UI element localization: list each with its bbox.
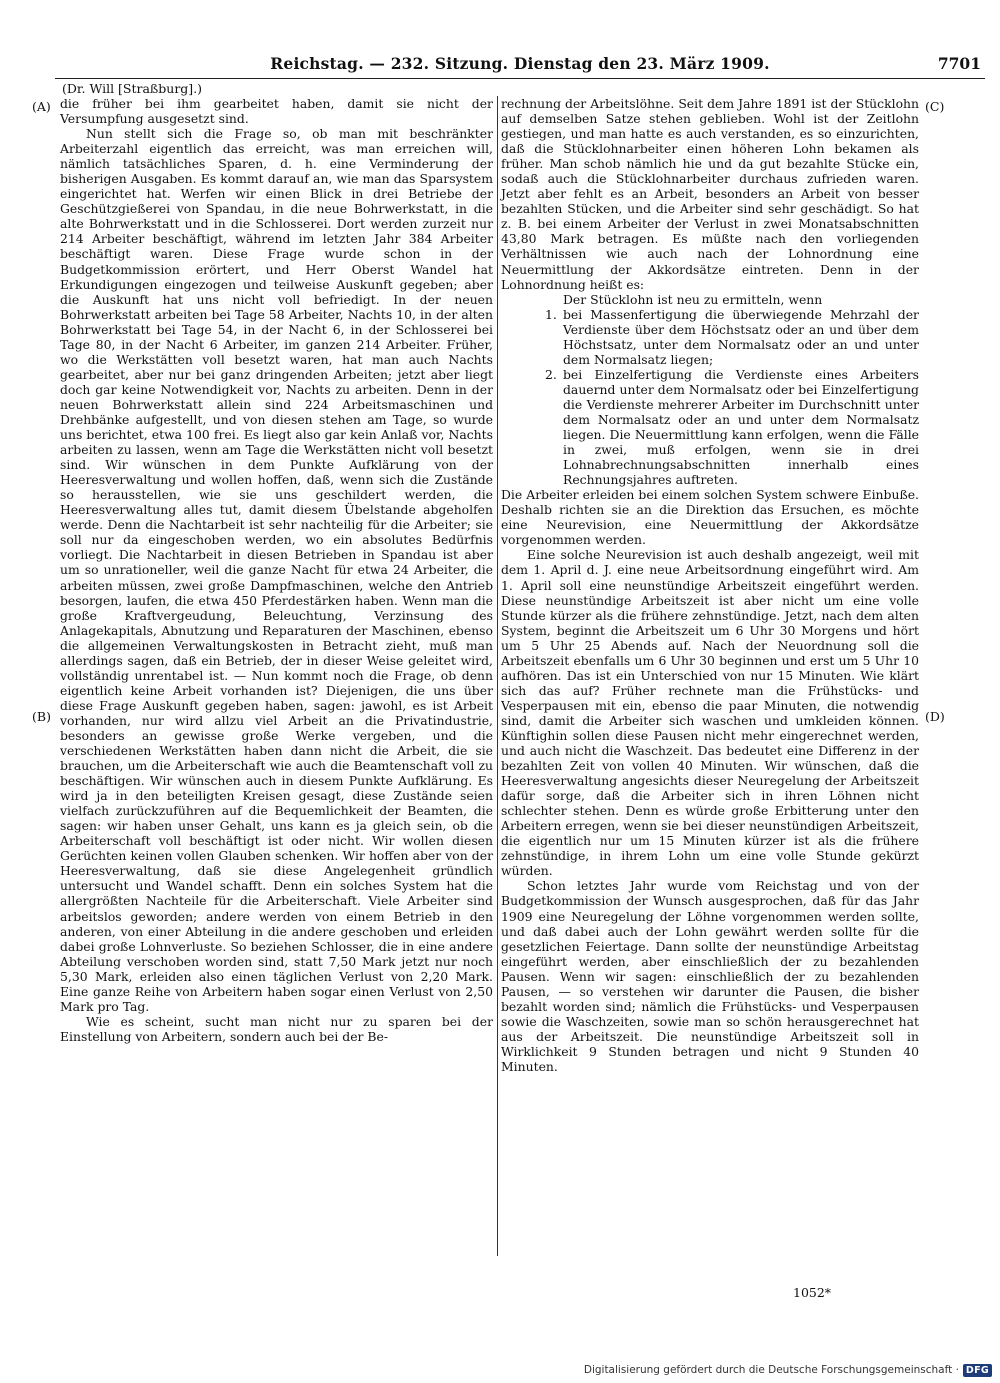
right-paragraph-3: Eine solche Neurevision ist auch deshalb angezeigt, weil mit dem 1. April d. J. eine neue Arbeitsordnung eingeführt wird. Am 1. April soll eine neunstündige Arbeitszeit eingeführt werden. Diese neunstündige Arbeitszeit ist aber nicht um eine volle Stunde kürzer als die frühere zehnstündige. Jetzt, nach dem alten System, beginnt die Arbeitszeit um 6 Uhr 30 Morgens und hört um 5 Uhr 25 Abends auf. Nach der Neuordnung soll die Arbeitszeit ebenfalls um 6 Uhr 30 beginnen und erst um 5 Uhr 10 aufhören. Das ist ein Unterschied von nur 15 Minuten. Wie klärt sich das auf? Früher rechnete man die Frühstücks- und Vesperpausen mit ein, ebenso die paar Minuten, die notwendig sind, damit die Arbeiter sich waschen und umkleiden können. Künftighin sollen diese Pausen nicht mehr eingerechnet werden, und auch nicht die Waschzeit. Das bedeutet eine Differenz in der bezahlten Zeit von vollen 40 Minuten. Wir wünschen, daß die Heeresverwaltung angesichts dieser Neuregelung der Arbeitszeit dafür sorge, daß die Arbeiter sich in ihren Löhnen nicht schlechter stehen. Denn es würde große Erbitterung unter den Arbeitern erregen, wenn sie bei dieser neunstündigen Arbeitszeit, die eigentlich nur um 15 Minuten kürzer ist als die frühere zehnstündige, in ihrem Lohn um eine volle Stunde gekürzt würden.: [501, 547, 919, 879]
right-paragraph-4: Schon letztes Jahr wurde vom Reichstag und von der Budgetkommission der Wunsch ausgesprochen, daß für das Jahr 1909 eine Neuregelung der Löhne vorgenommen werden sollte, und daß dabei auch der Lohn gewährt werden sollte für die gesetzlichen Feiertage. Dann sollte der neunstündige Arbeitstag eingeführt werden, aber einschließlich der zu bezahlenden Pausen. Wenn wir sagen: einschließlich der zu bezahlenden Pausen, — so verstehen wir darunter die Pausen, die bisher bezahlt worden sind; nämlich die Frühstücks- und Vesperpausen sowie die Waschzeiten, sowie man so schön herausgerechnet hat aus der Arbeitszeit. Die neunstündige Arbeitszeit soll in Wirklichkeit 9 Stunden betragen und nicht 9 Stunden 40 Minuten.: [501, 878, 919, 1074]
list-item: [545, 306, 919, 367]
speaker-note: (Dr. Will [Straßburg].): [62, 81, 203, 96]
margin-marker-a: (A): [32, 99, 51, 114]
list-item-text: bei Massenfertigung die überwiegende Mehrzahl der Verdienste über dem Höchstsatz oder an und über dem Höchstsatz, unter dem Normalsatz oder an und unter dem Normalsatz liegen;: [563, 306, 919, 367]
footer-text: Digitalisierung gefördert durch die Deutsche Forschungsgemeinschaft ·: [583, 1364, 959, 1376]
right-paragraph-1: rechnung der Arbeitslöhne. Seit dem Jahre 1891 ist der Stücklohn auf demselben Satze stehen geblieben. Wohl ist der Zeitlohn gestiegen, und man hatte es auch verstanden, es so einzurichten, daß die Stücklohnarbeiter einen höheren Lohn bekamen als früher. Man schob nämlich hie und da gut bezahlte Stücke ein, sodaß auch die Stücklohnarbeiter durchaus zufrieden waren. Jetzt aber fehlt es an Arbeit, besonders an Arbeit von besser bezahlten Stücken, und die Arbeiter sind sehr geschädigt. So hat z. B. bei einem Arbeiter der Verlust in zwei Monatsabschnitten 43,80 Mark betragen. Es müßte nach den vorliegenden Verhältnissen wie auch nach der Lohnordnung eine Neuermittlung der Akkordsätze eintreten. Denn in der Lohnordnung heißt es:: [501, 96, 919, 292]
right-column: [501, 96, 919, 1074]
quote-lead: Der Stücklohn ist neu zu ermitteln, wenn: [563, 291, 823, 307]
left-paragraph-3: Wie es scheint, sucht man nicht nur zu sparen bei der Einstellung von Arbeitern, sondern auch bei der Be-: [60, 1013, 493, 1044]
left-paragraph-2: Nun stellt sich die Frage so, ob man mit beschränkter Arbeiterzahl eigentlich das erreicht, was man erreichen will, nämlich tatsächliches Sparen, d. h. eine Verminderung der bisherigen Ausgaben. Es kommt darauf an, wie man das Sparsystem eingerichtet hat. Werfen wir einen Blick in drei Betriebe der Geschützgießerei von Spandau, in die neue Bohrwerkstatt, in die alte Bohrwerkstatt und in die Schlosserei. Dort werden zurzeit nur 214 Arbeiter beschäftigt, während im letzten Jahr 384 Arbeiter beschäftigt waren. Diese Frage wurde schon in der Budgetkommission erörtert, und Herr Oberst Wandel hat Erkundigungen eingezogen und teilweise Auskunft gegeben; aber die Auskunft hat uns nicht voll befriedigt. In der neuen Bohrwerkstatt arbeiten bei Tage 58 Arbeiter, Nachts 10, in der alten Bohrwerkstatt bei Tage 54, in der Nacht 6, in der Schlosserei bei Tage 80, in der Nacht 6 Arbeiter, im ganzen 214 Arbeiter. Früher, wo die Werkstätten voll besetzt waren, hat man auch Nachts gearbeitet, aber nur bei ganz dringenden Arbeiten; jetzt aber liegt doch gar keine Notwendigkeit vor, Nachts zu arbeiten. Denn in der neuen Bohrwerkstatt allein sind 224 Arbeitsmaschinen und Drehbänke aufgestellt, und von diesen stehen am Tage, so wurde uns berichtet, etwa 100 frei. Es liegt also gar kein Anlaß vor, Nachts arbeiten zu lassen, wenn am Tage die Werkstätten nicht voll besetzt sind. Wir wünschen in dem Punkte Aufklärung von der Heeresverwaltung und wollen hoffen, daß, wenn sich die Zustände so herausstellen, wie sie uns geschildert werden, die Heeresverwaltung alles tut, damit diesem Übelstande abgeholfen werde. Denn die Nachtarbeit ist sehr nachteilig für die Arbeiter; sie soll nur da eingeschoben werden, wo ein absolutes Bedürfnis vorliegt. Die Nachtarbeit in diesen Betrieben in Spandau ist aber um so unrationeller, weil die ganze Nacht für etwa 24 Arbeiter, die arbeiten müssen, zwei große Dampfmaschinen, welche den Antrieb besorgen, laufen, die etwa 450 Pferdestärken haben. Wenn man die große Kraftvergeudung, Beleuchtung, Verzinsung des Anlagekapitals, Abnutzung und Reparaturen der Maschinen, ebenso die allgemeinen Verwaltungskosten in Betracht zieht, muß man allerdings sagen, daß ein Betrieb, der in dieser Weise geleitet wird, vollständig unrentabel ist. — Nun kommt noch die Frage, ob denn eigentlich keine Arbeit vorhanden ist? Diejenigen, die uns über diese Frage Auskunft gegeben haben, sagen: jawohl, es ist Arbeit vorhanden, nur wird allzu viel Arbeit an die Privatindustrie, besonders an gewisse große Werke vergeben, und die verschiedenen Werkstätten haben dann nicht die Arbeit, die sie brauchen, um die Arbeiterschaft wie auch die Beamtenschaft voll zu beschäftigen. Wir wünschen auch in diesem Punkte Aufklärung. Es wird ja in den beteiligten Kreisen gesagt, diese Zustände seien vielfach zurückzuführen auf die Bequemlichkeit der Beamten, die sagen: wir haben unser Gehalt, uns kann es ja gleich sein, ob die Arbeiterschaft voll beschäftigt ist oder nicht. Wir wollen diesen Gerüchten keinen vollen Glauben schenken. Wir hoffen aber von der Heeresverwaltung, daß sie diese Angelegenheit gründlich untersucht und Wandel schafft. Denn ein solches System hat die allergrößten Nachteile für die Arbeiterschaft. Viele Arbeiter sind arbeitslos geworden; andere werden von einem Betrieb in den anderen, von einer Abteilung in die andere geschoben und erleiden dabei große Lohnverluste. So beziehen Schlosser, die in eine andere Abteilung verschoben worden sind, statt 7,50 Mark jetzt nur noch 5,30 Mark, erleiden also einen täglichen Verlust von 2,20 Mark. Eine ganze Reihe von Arbeitern haben sogar einen Verlust von 2,50 Mark pro Tag.: [60, 126, 493, 1014]
page-number: 7701: [937, 54, 981, 73]
margin-marker-b: (B): [32, 709, 51, 724]
list-item-number: 1.: [545, 306, 557, 322]
margin-marker-d: (D): [925, 709, 945, 724]
list-item-text: bei Einzelfertigung die Verdienste eines Arbeiters dauernd unter dem Normalsatz oder bei Einzelfertigung die Verdienste mehrerer Arbeiter im Durchschnitt unter dem Normalsatz oder an und unter dem Normalsatz liegen. Die Neuermittlung kann erfolgen, wenn die Fälle in zwei, muß erfolgen, wenn sie in drei Lohnabrechnungsabschnitten innerhalb eines Rechnungsjahres auftreten.: [563, 366, 919, 488]
running-header: [55, 50, 985, 79]
margin-marker-c: (C): [925, 99, 945, 114]
quote-list: [501, 307, 919, 488]
column-divider: [497, 96, 498, 1256]
right-paragraph-2: Die Arbeiter erleiden bei einem solchen System schwere Einbuße. Deshalb richten sie an die Direktion das Ersuchen, es möchte eine Neurevision, eine Neuermittlung der Akkordsätze vorgenommen werden.: [501, 487, 919, 548]
footer: [584, 1362, 992, 1378]
dfg-logo-icon: DFG: [963, 1364, 992, 1377]
left-column: [60, 96, 493, 1044]
running-title: Reichstag. — 232. Sitzung. Dienstag den 23. März 1909.: [270, 54, 770, 73]
list-item: [545, 366, 919, 488]
sheet-signature: 1052*: [793, 1285, 832, 1300]
left-paragraph-1: die früher bei ihm gearbeitet haben, damit sie nicht der Versumpfung ausgesetzt sind.: [60, 96, 493, 127]
list-item-number: 2.: [545, 366, 557, 382]
